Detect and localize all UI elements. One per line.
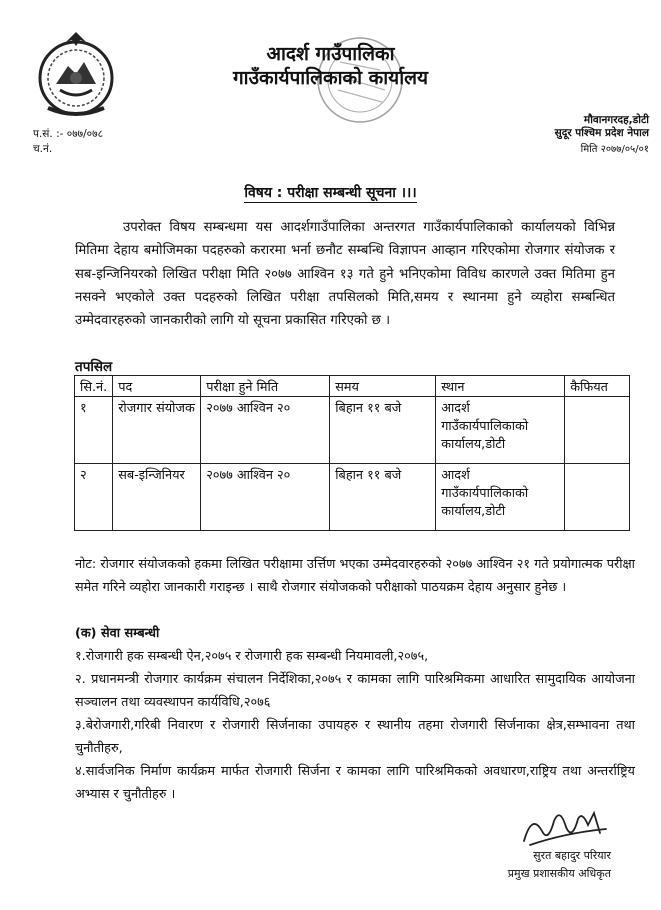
header-time: समय (330, 376, 436, 397)
cell-time: बिहान ११ बजे (330, 397, 436, 464)
header-place: स्थान (436, 376, 565, 397)
cell-time: बिहान ११ बजे (330, 464, 436, 531)
header-date: परीक्षा हुने मिति (201, 376, 330, 397)
header-post: पद (113, 376, 201, 397)
cell-remarks (565, 464, 630, 531)
schedule-table (74, 375, 630, 531)
notice-date: मिति २०७७/०५/०१ (580, 144, 649, 155)
cell-place: आदर्श गाउँकार्यपालिकाको कार्यालय,डोटी (436, 464, 565, 531)
table-row (75, 397, 630, 464)
cell-place: आदर्श गाउँकार्यपालिकाको कार्यालय,डोटी (436, 397, 565, 464)
list-item: ३.बेरोजगारी,गरिबी निवारण र रोजगारी सिर्जनाका उपायहरु र स्थानीय तहमा रोजगारी सिर्जनाका क्षेत्र,सम्भावना तथा चुनौतीहरु, (75, 718, 635, 756)
cell-remarks (565, 397, 630, 464)
cell-sn: २ (75, 464, 113, 531)
list-item: ४.सार्वजनिक निर्माण कार्यक्रम मार्फत रोजगारी सिर्जना र कामका लागि पारिश्रमिकको अवधारण,राष्ट्रिय तथा अन्तर्राष्ट्रिय अभ्यास र चुनौतीहरु । (75, 764, 635, 802)
cell-date: २०७७ आश्विन २० (201, 464, 330, 531)
org-name-line2: गाउँकार्यपालिकाको कार्यालय (232, 67, 429, 89)
address-line1: मौवानगरदह,डोटी (583, 114, 649, 126)
syllabus-list (75, 645, 635, 806)
cell-post: रोजगार संयोजक (113, 397, 201, 464)
cell-post: सब-इन्जिनियर (113, 464, 201, 531)
cell-sn: १ (75, 397, 113, 464)
handwritten-signature (520, 803, 610, 849)
body-paragraph (75, 216, 615, 332)
table-row (75, 464, 630, 531)
list-item: २. प्रधानमन्त्री रोजगार कार्यक्रम संचालन निर्देशिका,२०७५ र कामका लागि पारिश्रमिकमा आधारित सामुदायिक आयोजना सञ्चालन तथा व्यवस्थापन कार्यविधि,२०७६ (75, 672, 635, 710)
note-paragraph: नोट: रोजगार संयोजकको हकमा लिखित परीक्षामा उर्त्तिण भएका उम्मेदवारहरुको २०७७ आश्विन २१ गते प्रयोगात्मक परीक्षा समेत गरिने व्यहोरा जानकारी गराइन्छ । साथै रोजगार संयोजकको परीक्षाको पाठयक्रम देहाय अनुसार हुनेछ । (75, 557, 635, 595)
address-line2: सुदूर पश्चिम प्रदेश नेपाल (554, 127, 649, 139)
list-item: १.रोजगारी हक सम्बन्धी ऐन,२०७५ र रोजगारी हक सम्बन्धी नियमावली,२०७५, (75, 649, 429, 664)
signer-designation: प्रमुख प्रशासकीय अधिकृत (507, 867, 611, 880)
table-heading: तपसिल (75, 359, 113, 375)
signer-name: सुरत बहादुर परियार (533, 849, 611, 862)
table-header-row (75, 376, 630, 397)
org-name-line1: आदर्श गाउँपालिका (266, 43, 395, 65)
header-remarks: कैफियत (565, 376, 630, 397)
section-heading-ka: (क) सेवा सम्बन्धी (75, 626, 160, 641)
header-sn: सि.नं. (75, 376, 113, 397)
subject-text: विषय : परीक्षा सम्बन्धी सूचना ।।। (244, 185, 417, 201)
cell-date: २०७७ आश्विन २० (201, 397, 330, 464)
body-text: उपरोक्त विषय सम्बन्धमा यस आदर्शगाउँपालिका अन्तरगत गाउँकार्यपालिकाको कार्यालयको विभिन्न मितिमा देहाय बमोजिमका पदहरुको करारमा भर्ना छनौट सम्बन्धि विज्ञापन आव्हान गरिएकोमा रोजगार संयोजक र सब-इन्जिनियरको लिखित परीक्षा मिति २०७७ आश्विन १३ गते हुने भनिएकोमा विविध कारणले उक्त मितिमा हुन नसक्ने भएकोले उक्त पदहरुको लिखित परीक्षा तपसिलको मिति,समय र स्थानमा हुने व्यहोरा सम्बन्धित उम्मेदवारहरुको जानकारीको लागि यो सूचना प्रकासित गरिएको छ । (75, 220, 615, 329)
subject-line (0, 183, 661, 202)
dispatch-number: च.नं. (33, 143, 53, 155)
reference-number: प.सं. :- ०७७/०७८ (33, 128, 104, 140)
